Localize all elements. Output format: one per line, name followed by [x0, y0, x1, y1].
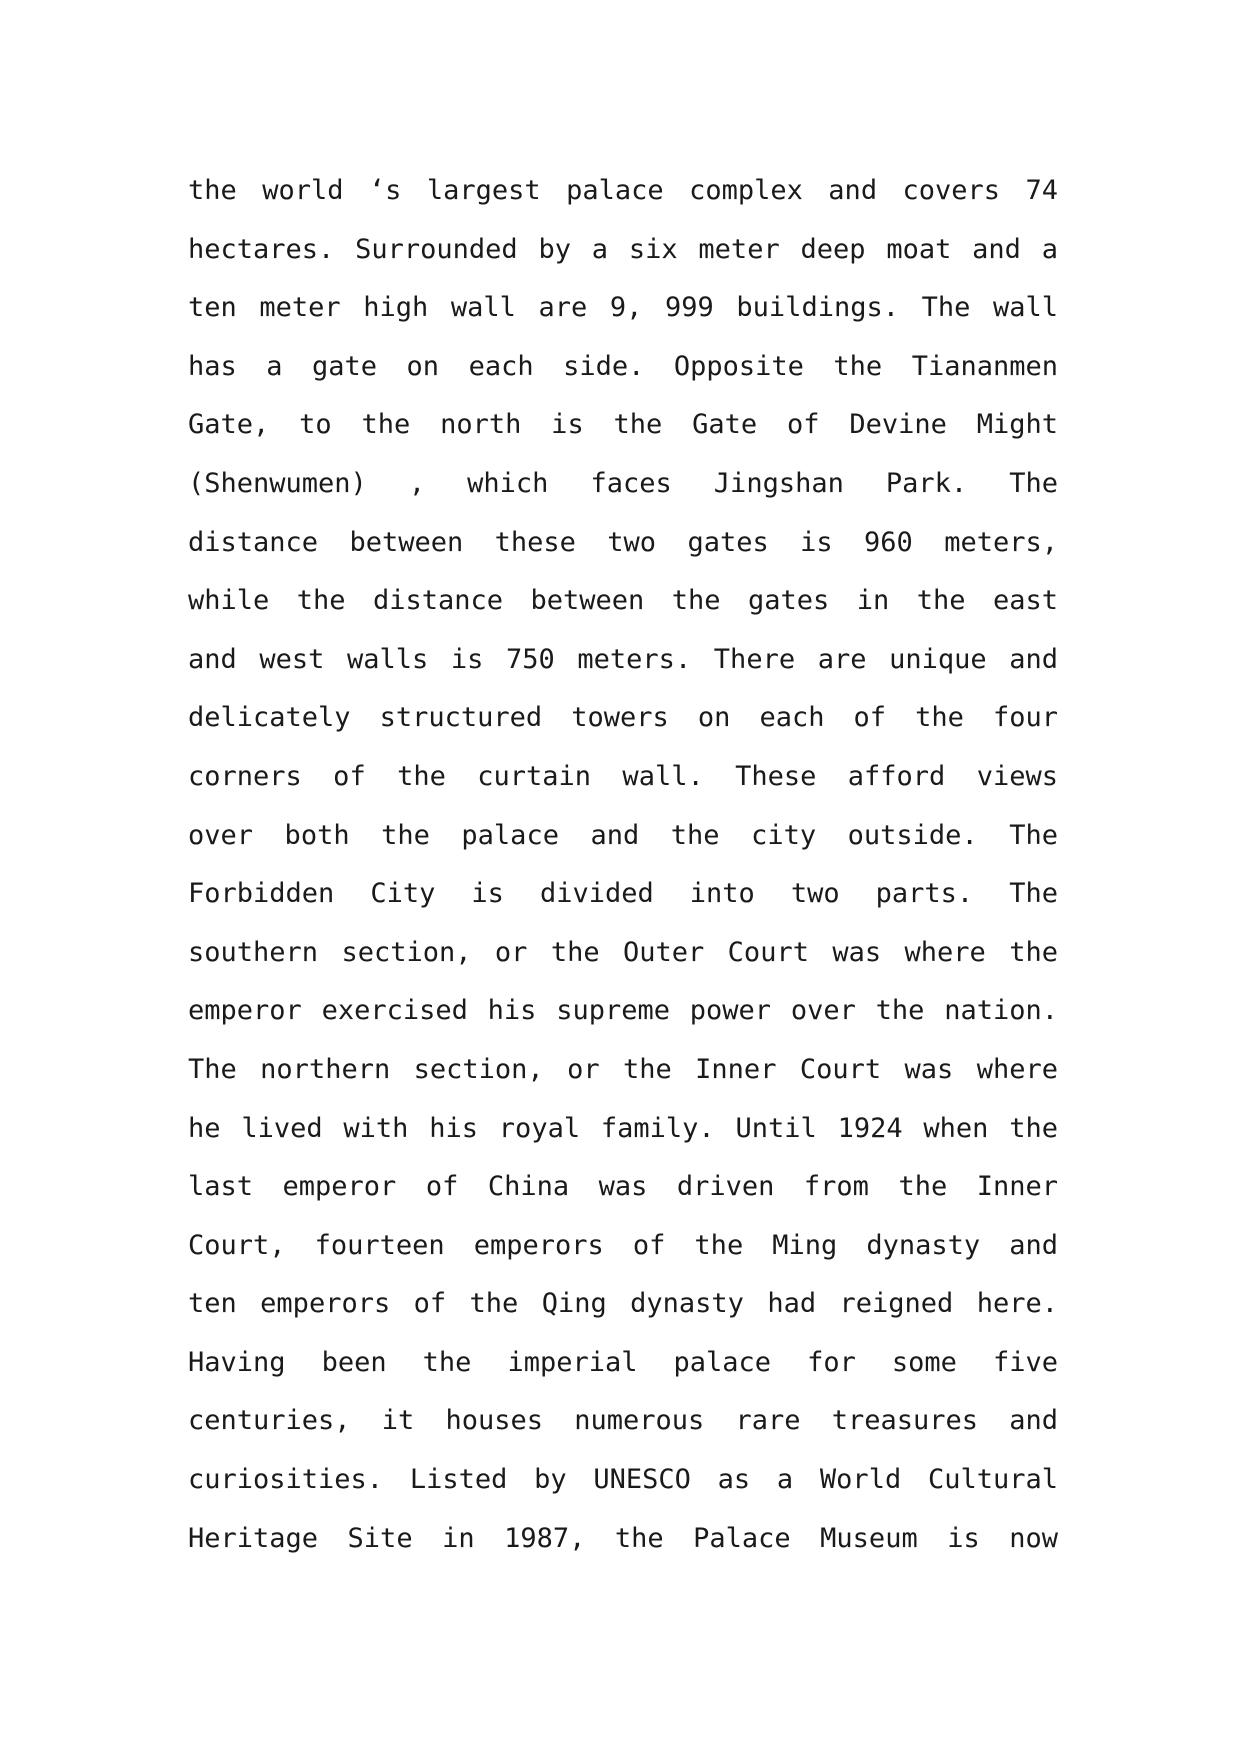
text-line: (Shenwumen) , which faces Jingshan Park. The — [188, 467, 1058, 499]
text-line: over both the palace and the city outside. The — [188, 819, 1058, 851]
text-line: while the distance between the gates in the east — [188, 585, 1058, 617]
text-line: last emperor of China was driven from the Inner — [188, 1171, 1058, 1203]
text-line: the world ‘s largest palace complex and covers 74 — [188, 175, 1058, 206]
text-line: he lived with his royal family. Until 1924 when the — [188, 1112, 1058, 1144]
text-line: has a gate on each side. Opposite the Tiananmen — [188, 350, 1058, 382]
text-line: Heritage Site in 1987, the Palace Museum is now — [188, 1522, 1058, 1554]
text-line: The northern section, or the Inner Court was where — [188, 1053, 1058, 1085]
text-line: ten emperors of the Qing dynasty had reigned here. — [188, 1288, 1058, 1320]
text-line: curiosities. Listed by UNESCO as a World Cultural — [188, 1464, 1058, 1496]
text-line: distance between these two gates is 960 meters, — [188, 526, 1058, 558]
text-line: corners of the curtain wall. These afford views — [188, 760, 1058, 792]
text-line: centuries, it houses numerous rare treasures and — [188, 1405, 1058, 1437]
text-line: Court, fourteen emperors of the Ming dynasty and — [188, 1229, 1058, 1261]
text-line: hectares. Surrounded by a six meter deep moat and a — [188, 233, 1058, 265]
text-line: Having been the imperial palace for some five — [188, 1346, 1058, 1378]
text-line: emperor exercised his supreme power over the nation. — [188, 995, 1058, 1027]
text-line: Gate, to the north is the Gate of Devine Might — [188, 409, 1058, 441]
text-line: and west walls is 750 meters. There are unique and — [188, 643, 1058, 675]
text-line: southern section, or the Outer Court was where the — [188, 936, 1058, 968]
text-line: ten meter high wall are 9, 999 buildings. The wall — [188, 292, 1058, 324]
body-text — [188, 162, 1058, 1568]
text-line: Forbidden City is divided into two parts. The — [188, 878, 1058, 910]
text-line: delicately structured towers on each of the four — [188, 702, 1058, 734]
